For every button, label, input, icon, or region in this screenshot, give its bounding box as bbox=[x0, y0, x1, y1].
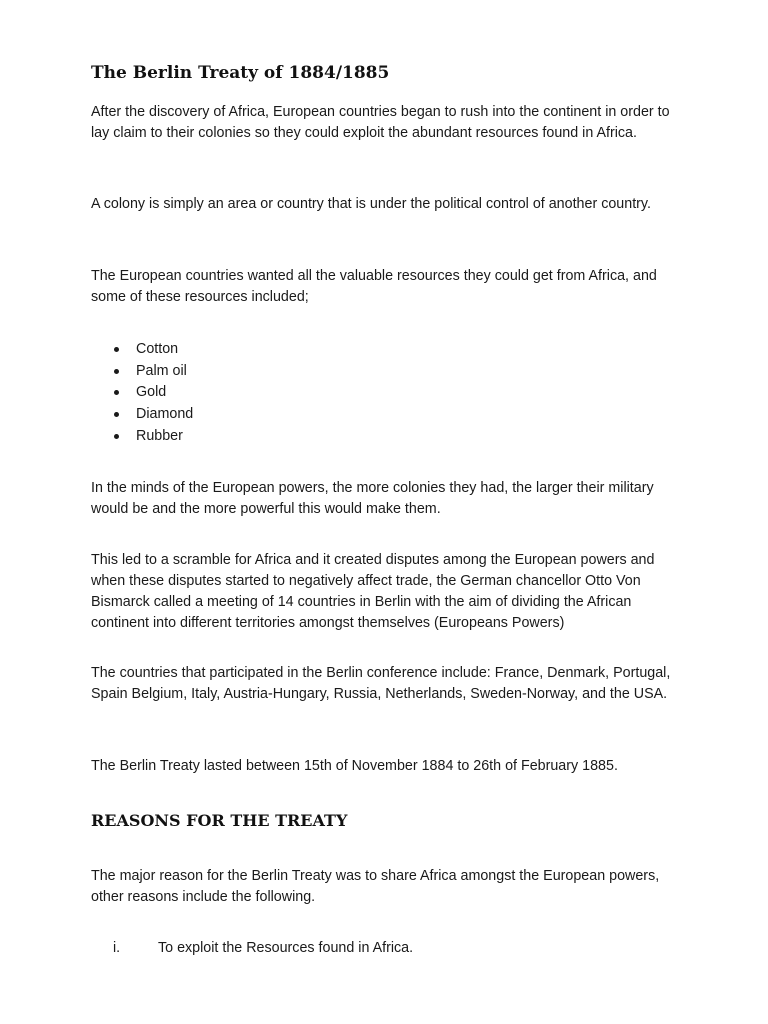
list-item bbox=[91, 426, 193, 448]
resource-label: Diamond bbox=[136, 406, 194, 423]
list-item bbox=[91, 361, 193, 383]
resources-intro-paragraph: The European countries wanted all the valuable resources they could get from Africa, and some of these resources included; bbox=[91, 268, 657, 305]
document-title: The Berlin Treaty of 1884/1885 bbox=[91, 63, 390, 83]
colonies-power-paragraph: In the minds of the European powers, the more colonies they had, the larger their military would be and the more powerful this would make them. bbox=[91, 480, 654, 517]
bullet-icon bbox=[114, 434, 119, 439]
resource-label: Cotton bbox=[136, 341, 179, 357]
list-item bbox=[91, 339, 193, 361]
bullet-icon bbox=[114, 390, 119, 395]
resources-list bbox=[91, 339, 193, 448]
treaty-dates-paragraph: The Berlin Treaty lasted between 15th of November 1884 to 26th of February 1885. bbox=[91, 758, 618, 774]
list-item bbox=[91, 382, 193, 404]
list-item bbox=[91, 404, 193, 426]
bullet-icon bbox=[114, 347, 119, 352]
resource-label: Palm oil bbox=[136, 362, 187, 379]
list-marker: i. bbox=[113, 940, 121, 956]
reasons-intro-paragraph: The major reason for the Berlin Treaty was to share Africa amongst the European powers, other reasons include the following. bbox=[91, 868, 660, 905]
scramble-paragraph: This led to a scramble for Africa and it created disputes among the European powers and when these disputes started to negatively affect trade, the German chancellor Otto Von Bismarck called a meeting of 14 countries in Berlin with the aim of dividing the African continent into different territories amongst themselves (Europeans Powers) bbox=[91, 552, 655, 631]
resource-label: Gold bbox=[136, 384, 167, 401]
colony-definition-paragraph: A colony is simply an area or country that is under the political control of another country. bbox=[91, 196, 651, 212]
bullet-icon bbox=[114, 412, 119, 417]
reason-text: To exploit the Resources found in Africa. bbox=[158, 940, 414, 956]
section-heading: REASONS FOR THE TREATY bbox=[91, 811, 348, 830]
bullet-icon bbox=[114, 369, 119, 374]
resource-label: Rubber bbox=[136, 427, 183, 444]
participants-paragraph: The countries that participated in the Berlin conference include: France, Denmark, Portugal, Spain Belgium, Italy, Austria-Hungary, Russia, Netherlands, Sweden-Norway, and the USA. bbox=[91, 665, 671, 702]
intro-paragraph: After the discovery of Africa, European countries began to rush into the continent in order to lay claim to their colonies so they could exploit the abundant resources found in Africa. bbox=[91, 104, 670, 141]
